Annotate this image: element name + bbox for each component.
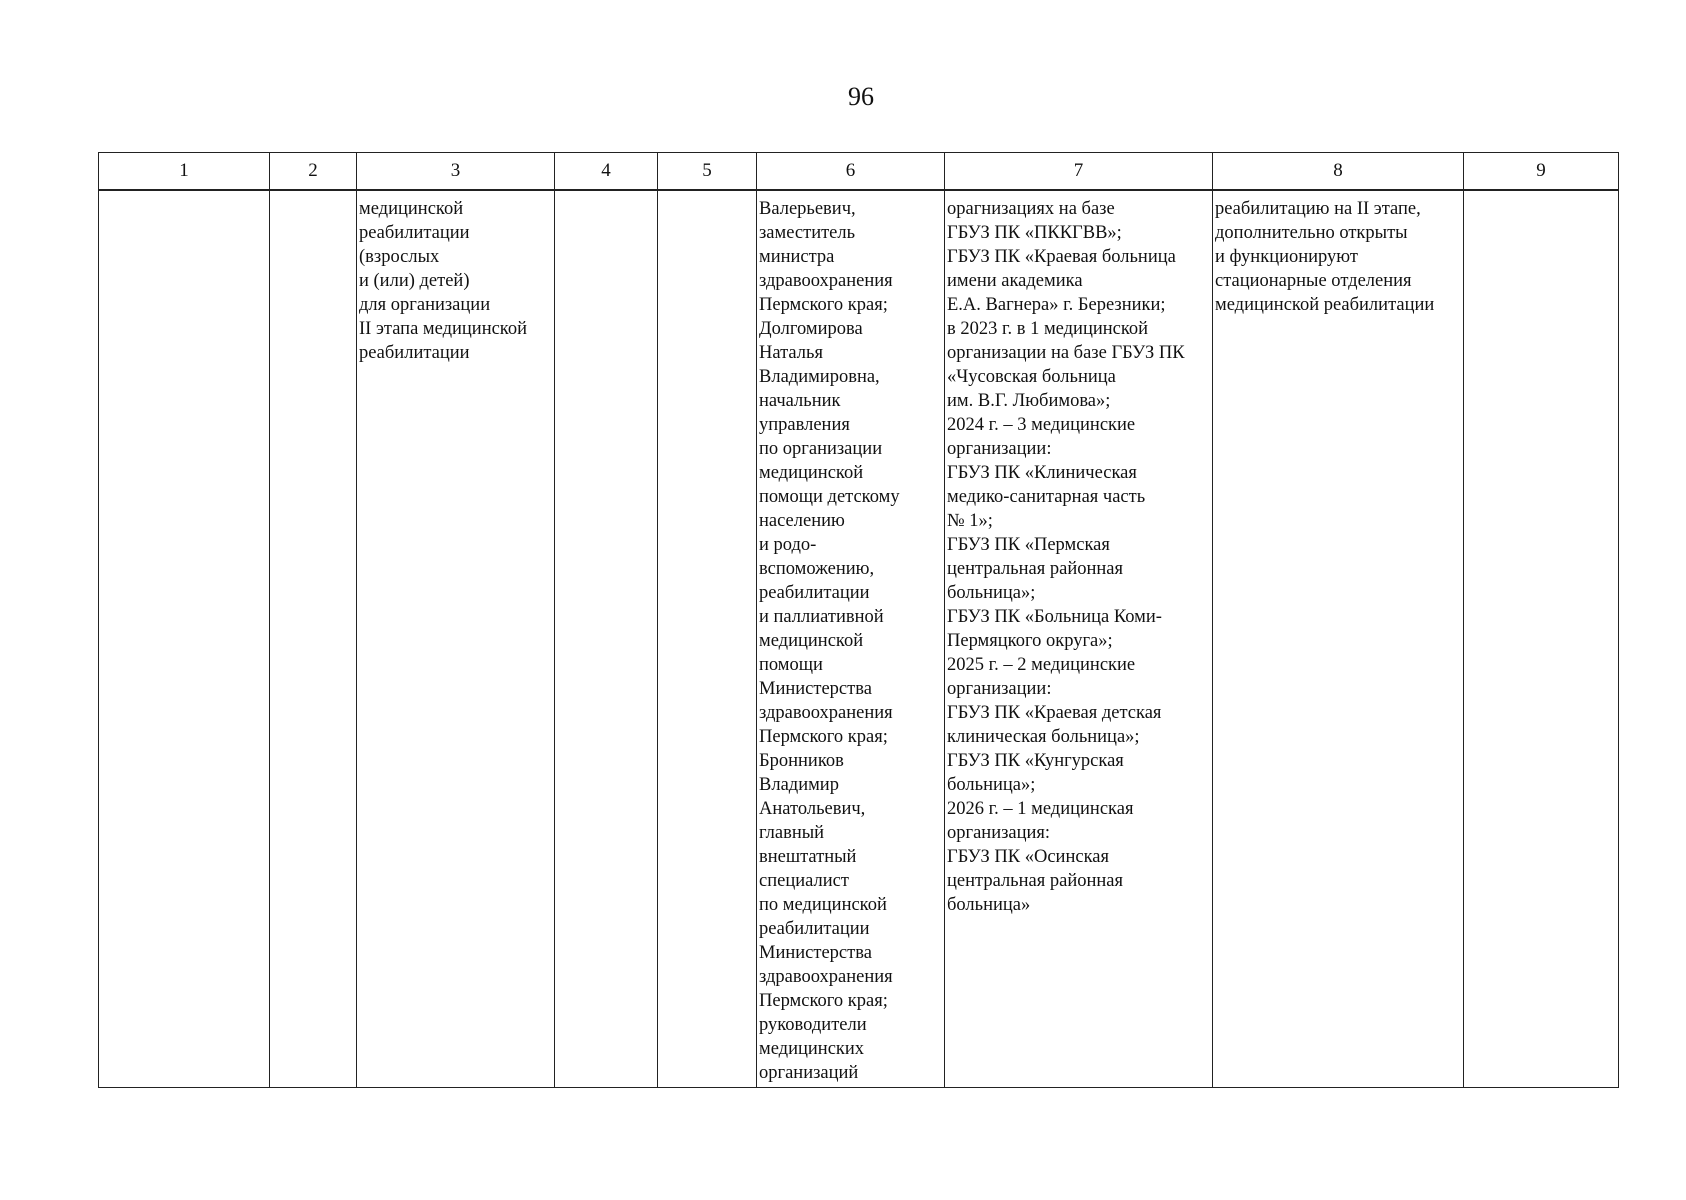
cell-text xyxy=(658,191,756,197)
cell-col-7 xyxy=(945,190,1213,1088)
cell-col-1 xyxy=(99,190,270,1088)
column-header-2: 2 xyxy=(270,153,357,191)
column-header-3: 3 xyxy=(357,153,555,191)
page-number: 96 xyxy=(848,82,874,111)
column-header-9: 9 xyxy=(1464,153,1619,191)
cell-text xyxy=(1464,191,1618,197)
cell-col-5 xyxy=(658,190,757,1088)
column-header-5: 5 xyxy=(658,153,757,191)
cell-text: Валерьевич, заместитель министра здравоохранения Пермского края; Долгомирова Наталья Владимировна, начальник управления по организации медицинской помощи детскому населению и родо- вспоможению, реабилитации и паллиативной медицинской помощи Министерства здравоохранения Пермского края; Бронников Владимир Анатольевич, главный внештатный специалист по медицинской реабилитации Министерства здравоохранения Пермского края; руководители медицинских организаций xyxy=(759,199,900,1083)
cell-col-3 xyxy=(357,190,555,1088)
cell-text xyxy=(270,191,356,197)
column-header-6: 6 xyxy=(757,153,945,191)
cell-col-6 xyxy=(757,190,945,1088)
cell-col-9 xyxy=(1464,190,1619,1088)
cell-text: медицинской реабилитации (взрослых и (или) детей) для организации II этапа медицинской реабилитации xyxy=(359,199,527,363)
cell-text: реабилитацию на II этапе, дополнительно открыты и функционируют стационарные отделения медицинской реабилитации xyxy=(1215,199,1435,315)
column-header-8: 8 xyxy=(1213,153,1464,191)
cell-col-2 xyxy=(270,190,357,1088)
table-row xyxy=(99,190,1619,1088)
column-header-4: 4 xyxy=(555,153,658,191)
column-header-7: 7 xyxy=(945,153,1213,191)
cell-text: орагнизациях на базе ГБУЗ ПК «ПККГВВ»; ГБУЗ ПК «Краевая больница имени академика Е.А. Вагнера» г. Березники; в 2023 г. в 1 медицинской организации на базе ГБУЗ ПК «Чусовская больница им. В.Г. Любимова»; 2024 г. – 3 медицинские организации: ГБУЗ ПК «Клиническая медико-санитарная часть № 1»; ГБУЗ ПК «Пермская центральная районная больница»; ГБУЗ ПК «Больница Коми- Пермяцкого округа»; 2025 г. – 2 медицинские организации: ГБУЗ ПК «Краевая детская клиническая больница»; ГБУЗ ПК «Кунгурская больница»; 2026 г. – 1 медицинская организация: ГБУЗ ПК «Осинская центральная районная больница» xyxy=(947,199,1185,915)
cell-col-8 xyxy=(1213,190,1464,1088)
header-row xyxy=(99,153,1619,191)
document-table xyxy=(98,152,1619,1088)
cell-col-4 xyxy=(555,190,658,1088)
cell-text xyxy=(99,191,269,197)
cell-text xyxy=(555,191,657,197)
column-header-1: 1 xyxy=(99,153,270,191)
